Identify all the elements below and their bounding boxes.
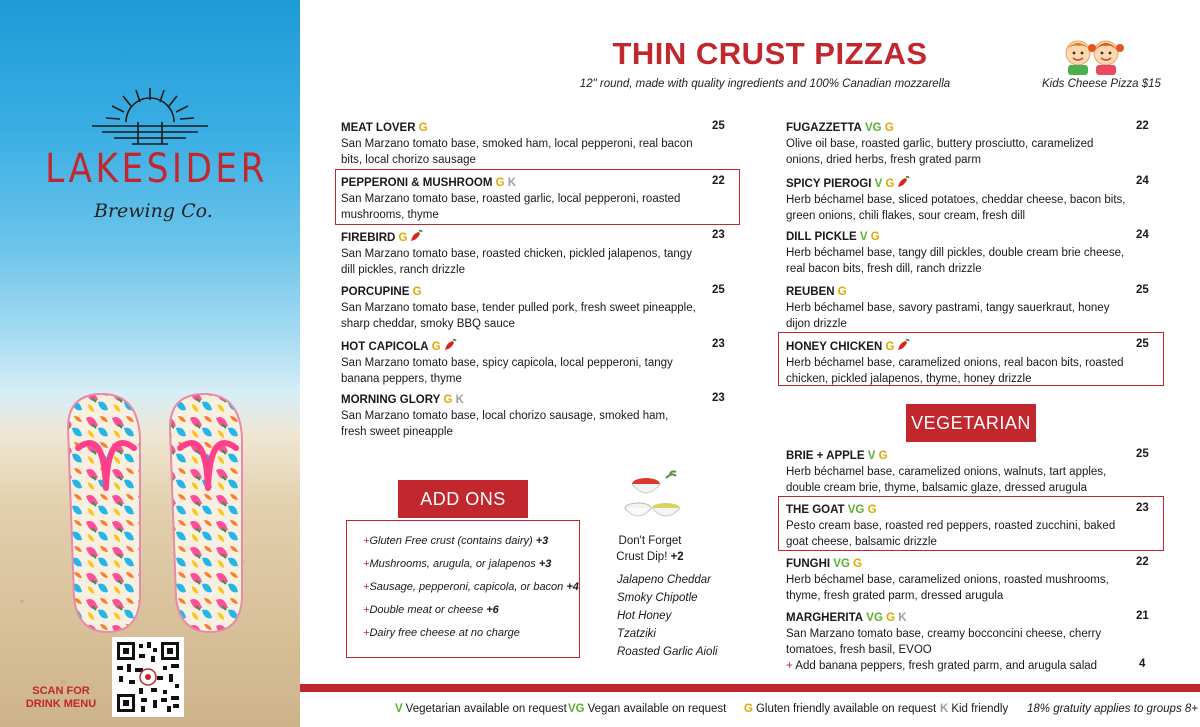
qr-code[interactable] — [112, 637, 184, 717]
menu-item — [786, 284, 1126, 332]
item-price: 23 — [1136, 502, 1149, 514]
kids-icon — [1060, 38, 1124, 76]
item-name: HOT CAPICOLA — [341, 341, 429, 353]
diet-tag: V — [874, 178, 883, 190]
menu-item — [341, 120, 696, 168]
legend-item — [744, 703, 936, 715]
legend-key: VG — [568, 703, 585, 715]
item-price: 25 — [1136, 448, 1149, 460]
addons-banner: ADD ONS — [398, 480, 528, 518]
item-name: MORNING GLORY — [341, 394, 441, 406]
legend-text: Gluten friendly available on request — [755, 703, 937, 715]
item-name: DILL PICKLE — [786, 231, 857, 243]
item-description: San Marzano tomato base, roasted garlic, local pepperoni, roasted mushrooms, thyme — [341, 193, 681, 221]
item-name: MEAT LOVER — [341, 122, 416, 134]
item-price: 24 — [1136, 175, 1149, 187]
beach-panel — [0, 0, 300, 727]
item-description: Herb béchamel base, tangy dill pickles, double cream brie cheese, real bacon bits, fresh dill, ranch drizzle — [786, 247, 1125, 275]
diet-tag: G — [884, 122, 894, 134]
gratuity-note: 18% gratuity applies to groups 8+ — [1027, 703, 1199, 715]
item-name: FUNGHI — [786, 558, 831, 570]
addon-price: +6 — [486, 604, 499, 616]
item-description: San Marzano tomato base, creamy bocconcini cheese, cherry tomatoes, fresh basil, EVOO — [786, 628, 1102, 656]
diet-tag: G — [431, 341, 441, 353]
addon-price: +4 — [566, 581, 579, 593]
item-price: 23 — [712, 338, 725, 350]
page-subtitle: 12" round, made with quality ingredients and 100% Canadian mozzarella — [579, 78, 951, 90]
brand-name: LAKESIDER — [45, 146, 268, 192]
menu-item — [341, 284, 696, 332]
item-description: San Marzano tomato base, roasted chicken, pickled jalapenos, tangy dill pickles, ranch drizzle — [341, 248, 692, 276]
addons-box — [346, 520, 580, 658]
item-price: 22 — [1136, 556, 1149, 568]
highlight-box — [778, 496, 1164, 551]
item-name: BRIE + APPLE — [786, 450, 865, 462]
diet-tag: V — [859, 231, 868, 243]
item-price: 25 — [1136, 338, 1149, 350]
item-description: Pesto cream base, roasted red peppers, roasted zucchini, baked goat cheese, balsamic drizzle — [786, 520, 1116, 548]
item-name: PEPPERONI & MUSHROOM — [341, 177, 493, 189]
item-name: THE GOAT — [786, 504, 845, 516]
item-description: Herb béchamel base, caramelized onions, roasted mushrooms, thyme, fresh grated parm, dressed arugula — [786, 574, 1109, 602]
extra-price: 4 — [1139, 658, 1146, 670]
addon-text: Sausage, pepperoni, capicola, or bacon — [369, 581, 564, 593]
item-price: 23 — [712, 229, 725, 241]
legend-key: G — [744, 703, 753, 715]
menu-item — [786, 556, 1126, 604]
item-description: San Marzano tomato base, smoked ham, local pepperoni, real bacon bits, local chorizo sausage — [341, 138, 693, 166]
chili-pepper-icon — [409, 229, 423, 243]
addon-item — [363, 604, 499, 616]
addon-item — [363, 627, 520, 639]
plus-sign: + — [363, 627, 370, 639]
menu-item — [786, 610, 1126, 658]
qr-code-icon — [115, 640, 181, 714]
item-price: 24 — [1136, 229, 1149, 241]
legend-item — [568, 703, 726, 715]
item-name: HONEY CHICKEN — [786, 341, 883, 353]
item-name: REUBEN — [786, 286, 835, 298]
dip-title — [610, 533, 690, 565]
item-description: San Marzano tomato base, tender pulled pork, fresh sweet pineapple, sharp cheddar, smoky BBQ sauce — [341, 302, 696, 330]
menu-item — [786, 448, 1126, 496]
addon-item — [363, 558, 551, 570]
diet-tag: G — [837, 286, 847, 298]
dip-item: Tzatziki — [617, 628, 656, 640]
menu-item — [341, 229, 696, 278]
diet-tag: VG — [865, 122, 882, 134]
diet-tag: V — [867, 450, 876, 462]
diet-tag: G — [443, 394, 453, 406]
menu-item — [341, 338, 696, 387]
menu-item — [786, 175, 1126, 224]
addon-text: Gluten Free crust (contains dairy) — [369, 535, 533, 547]
plus-sign: + — [363, 581, 370, 593]
item-description: Herb béchamel base, caramelized onions, walnuts, tart apples, double cream brie, thyme, balsamic glaze, dressed arugula — [786, 466, 1107, 494]
plus-sign: + — [363, 535, 370, 547]
item-price: 22 — [712, 175, 725, 187]
dip-title-line2: Crust Dip! — [616, 551, 668, 563]
sunrise-dock-icon — [88, 82, 212, 146]
dip-price: +2 — [670, 551, 684, 563]
highlight-box — [778, 332, 1164, 386]
addon-text: Double meat or cheese — [369, 604, 484, 616]
legend-text: Vegetarian available on request — [405, 703, 567, 715]
extra-text: Add banana peppers, fresh grated parm, and arugula salad — [795, 660, 1098, 672]
diet-tag: G — [867, 504, 877, 516]
item-name: FUGAZZETTA — [786, 122, 862, 134]
item-price: 25 — [712, 120, 725, 132]
plus-sign: + — [786, 660, 796, 672]
diet-tag: G — [418, 122, 428, 134]
item-description: Herb béchamel base, savory pastrami, tangy sauerkraut, honey dijon drizzle — [786, 302, 1110, 330]
menu-item — [786, 120, 1126, 168]
item-name: FIREBIRD — [341, 232, 396, 244]
item-price: 21 — [1136, 610, 1149, 622]
item-description: Herb béchamel base, sliced potatoes, cheddar cheese, bacon bits, green onions, chili flakes, sour cream, fresh dill — [786, 194, 1126, 222]
diet-tag: G — [853, 558, 863, 570]
dip-item: Jalapeno Cheddar — [617, 574, 711, 586]
dip-bowls-icon — [622, 470, 690, 526]
diet-tag: K — [507, 177, 517, 189]
item-price: 25 — [712, 284, 725, 296]
diet-tag: VG — [847, 504, 865, 516]
vegetarian-extra — [786, 658, 1126, 674]
kids-pizza-price: Kids Cheese Pizza $15 — [1042, 78, 1161, 90]
item-price: 25 — [1136, 284, 1149, 296]
brand-logo — [28, 82, 272, 232]
addon-item — [363, 581, 579, 593]
legend-text: Vegan available on request — [587, 703, 727, 715]
item-description: Herb béchamel base, caramelized onions, real bacon bits, roasted chicken, pickled jalapenos, thyme, honey drizzle — [786, 357, 1124, 385]
legend-key: K — [940, 703, 949, 715]
item-name: SPICY PIEROGI — [786, 178, 872, 190]
addon-item — [363, 535, 548, 547]
dip-item: Smoky Chipotle — [617, 592, 698, 604]
addon-price: +3 — [538, 558, 552, 570]
item-description: San Marzano tomato base, spicy capicola, local pepperoni, tangy banana peppers, thyme — [341, 357, 673, 385]
page-title: THIN CRUST PIZZAS — [612, 36, 928, 71]
dip-title-line1: Don't Forget — [618, 535, 682, 547]
brand-subtitle: Brewing Co. — [94, 200, 213, 222]
chili-pepper-icon — [896, 175, 910, 189]
item-description: San Marzano tomato base, local chorizo sausage, smoked ham, fresh sweet pineapple — [341, 410, 669, 438]
addon-text: Mushrooms, arugula, or jalapenos — [369, 558, 536, 570]
vegetarian-banner: VEGETARIAN — [906, 404, 1036, 442]
addon-text: Dairy free cheese at no charge — [369, 627, 520, 639]
diet-tag: G — [412, 286, 422, 298]
diet-tag: G — [398, 232, 408, 244]
diet-tag: G — [885, 178, 895, 190]
chili-pepper-icon — [443, 338, 457, 352]
item-price: 23 — [712, 392, 725, 404]
diet-tag: G — [495, 177, 505, 189]
footer-bar — [300, 684, 1200, 692]
legend-text: Kid friendly — [951, 703, 1009, 715]
diet-tag: VG — [866, 612, 883, 624]
dip-item: Roasted Garlic Aioli — [617, 646, 718, 658]
diet-tag: K — [898, 612, 907, 624]
diet-tag: K — [455, 394, 464, 406]
menu-item — [341, 392, 696, 440]
diet-tag: G — [885, 341, 895, 353]
diet-tag: VG — [833, 558, 850, 570]
menu-item — [786, 229, 1126, 277]
highlight-box — [335, 169, 740, 225]
scan-label: SCAN FOR DRINK MENU — [25, 685, 97, 710]
dip-item: Hot Honey — [617, 610, 672, 622]
plus-sign: + — [363, 558, 370, 570]
item-name: MARGHERITA — [786, 612, 864, 624]
legend-key: V — [395, 703, 403, 715]
diet-tag: G — [886, 612, 896, 624]
diet-tag: G — [878, 450, 888, 462]
addon-price: +3 — [535, 535, 549, 547]
legend-item — [395, 703, 567, 715]
legend-item — [940, 703, 1008, 715]
flip-flops-image — [58, 388, 248, 638]
diet-tag: G — [870, 231, 880, 243]
item-description: Olive oil base, roasted garlic, buttery prosciutto, caramelized onions, dried herbs, fresh grated parm — [786, 138, 1094, 166]
item-name: PORCUPINE — [341, 286, 410, 298]
item-price: 22 — [1136, 120, 1149, 132]
plus-sign: + — [363, 604, 370, 616]
